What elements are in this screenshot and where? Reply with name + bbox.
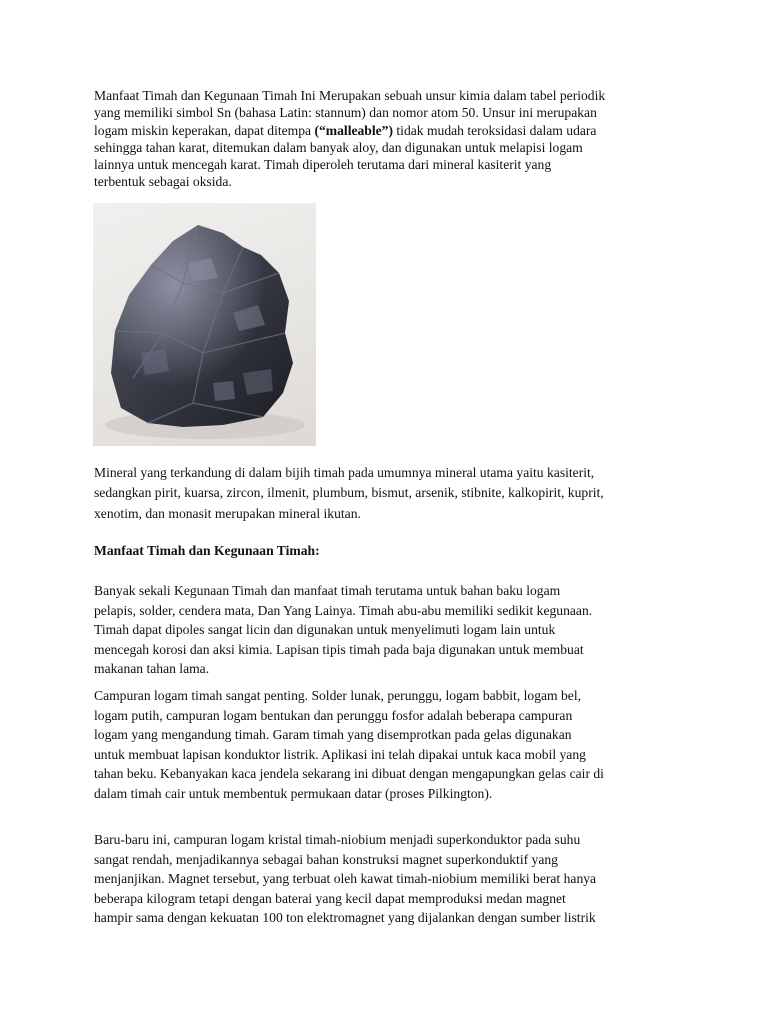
text-line: terbentuk sebagai oksida. — [94, 174, 232, 190]
text-line: dalam timah cair untuk membentuk permukaan datar (proses Pilkington). — [94, 785, 493, 801]
malleable-term: (“malleable”) — [314, 122, 393, 138]
section-heading: Manfaat Timah dan Kegunaan Timah: — [94, 543, 320, 558]
text-line: logam yang mengandung timah. Garam timah yang disemprotkan pada gelas digunakan — [94, 727, 572, 742]
superconductor-paragraph — [94, 830, 684, 928]
text-line: hampir sama dengan kekuatan 100 ton elektromagnet yang dijalankan dengan sumber listrik — [94, 910, 596, 925]
text-run: tidak mudah teroksidasi dalam udara — [393, 122, 597, 138]
text-line: makanan tahan lama. — [94, 661, 210, 676]
text-line: tahan beku. Kebanyakan kaca jendela sekarang ini dibuat dengan mengapungkan gelas cair di — [94, 766, 604, 781]
text-line: lainnya untuk mencegah karat. Timah diperoleh terutama dari mineral kasiterit yang — [94, 157, 552, 173]
text-line: Mineral yang terkandung di dalam bijih timah pada umumnya mineral utama yaitu kasiterit, — [94, 465, 595, 480]
intro-paragraph — [94, 87, 684, 191]
usage-paragraph — [94, 581, 684, 679]
text-line: beberapa kilogram tetapi dengan baterai yang kecil dapat memproduksi medan magnet — [94, 890, 566, 906]
text-line — [94, 122, 684, 139]
text-line: sedangkan pirit, kuarsa, zircon, ilmenit, plumbum, bismut, arsenik, stibnite, kalkopirit, kuprit, — [94, 485, 604, 501]
tin-ore-photo — [93, 203, 316, 446]
text-line: sehingga tahan karat, ditemukan dalam banyak aloy, dan digunakan untuk melapisi logam — [94, 139, 583, 155]
text-line: sangat rendah, menjadikannya sebagai bahan konstruksi magnet superkonduktif yang — [94, 851, 558, 867]
alloy-paragraph — [94, 686, 684, 803]
mineral-paragraph — [94, 463, 684, 524]
text-line: yang memiliki simbol Sn (bahasa Latin: stannum) dan nomor atom 50. Unsur ini merupakan — [94, 105, 597, 121]
text-line: logam putih, campuran logam bentukan dan perunggu fosfor adalah beberapa campuran — [94, 707, 573, 723]
text-line: Banyak sekali Kegunaan Timah dan manfaat timah terutama untuk bahan baku logam — [94, 583, 561, 598]
text-line: mencegah korosi dan aksi kimia. Lapisan tipis timah pada baja digunakan untuk membuat — [94, 641, 584, 657]
text-line: menjanjikan. Magnet tersebut, yang terbuat oleh kawat timah-niobium memiliki berat hanya — [94, 871, 597, 886]
text-line: Baru-baru ini, campuran logam kristal timah-niobium menjadi superkonduktor pada suhu — [94, 832, 581, 847]
text-line: xenotim, dan monasit merupakan mineral ikutan. — [94, 505, 361, 521]
text-line: Manfaat Timah dan Kegunaan Timah Ini Merupakan sebuah unsur kimia dalam tabel periodik — [94, 88, 606, 103]
text-run: logam miskin keperakan, dapat ditempa — [94, 122, 315, 138]
text-line: pelapis, solder, cendera mata, Dan Yang Lainya. Timah abu-abu memiliki sedikit kegunaan. — [94, 602, 593, 618]
text-line: untuk membuat lapisan konduktor listrik. Aplikasi ini telah dipakai untuk kaca mobil yang — [94, 746, 586, 762]
text-line: Campuran logam timah sangat penting. Solder lunak, perunggu, logam babbit, logam bel, — [94, 688, 582, 703]
text-line: Timah dapat dipoles sangat licin dan digunakan untuk menyelimuti logam lain untuk — [94, 622, 556, 637]
